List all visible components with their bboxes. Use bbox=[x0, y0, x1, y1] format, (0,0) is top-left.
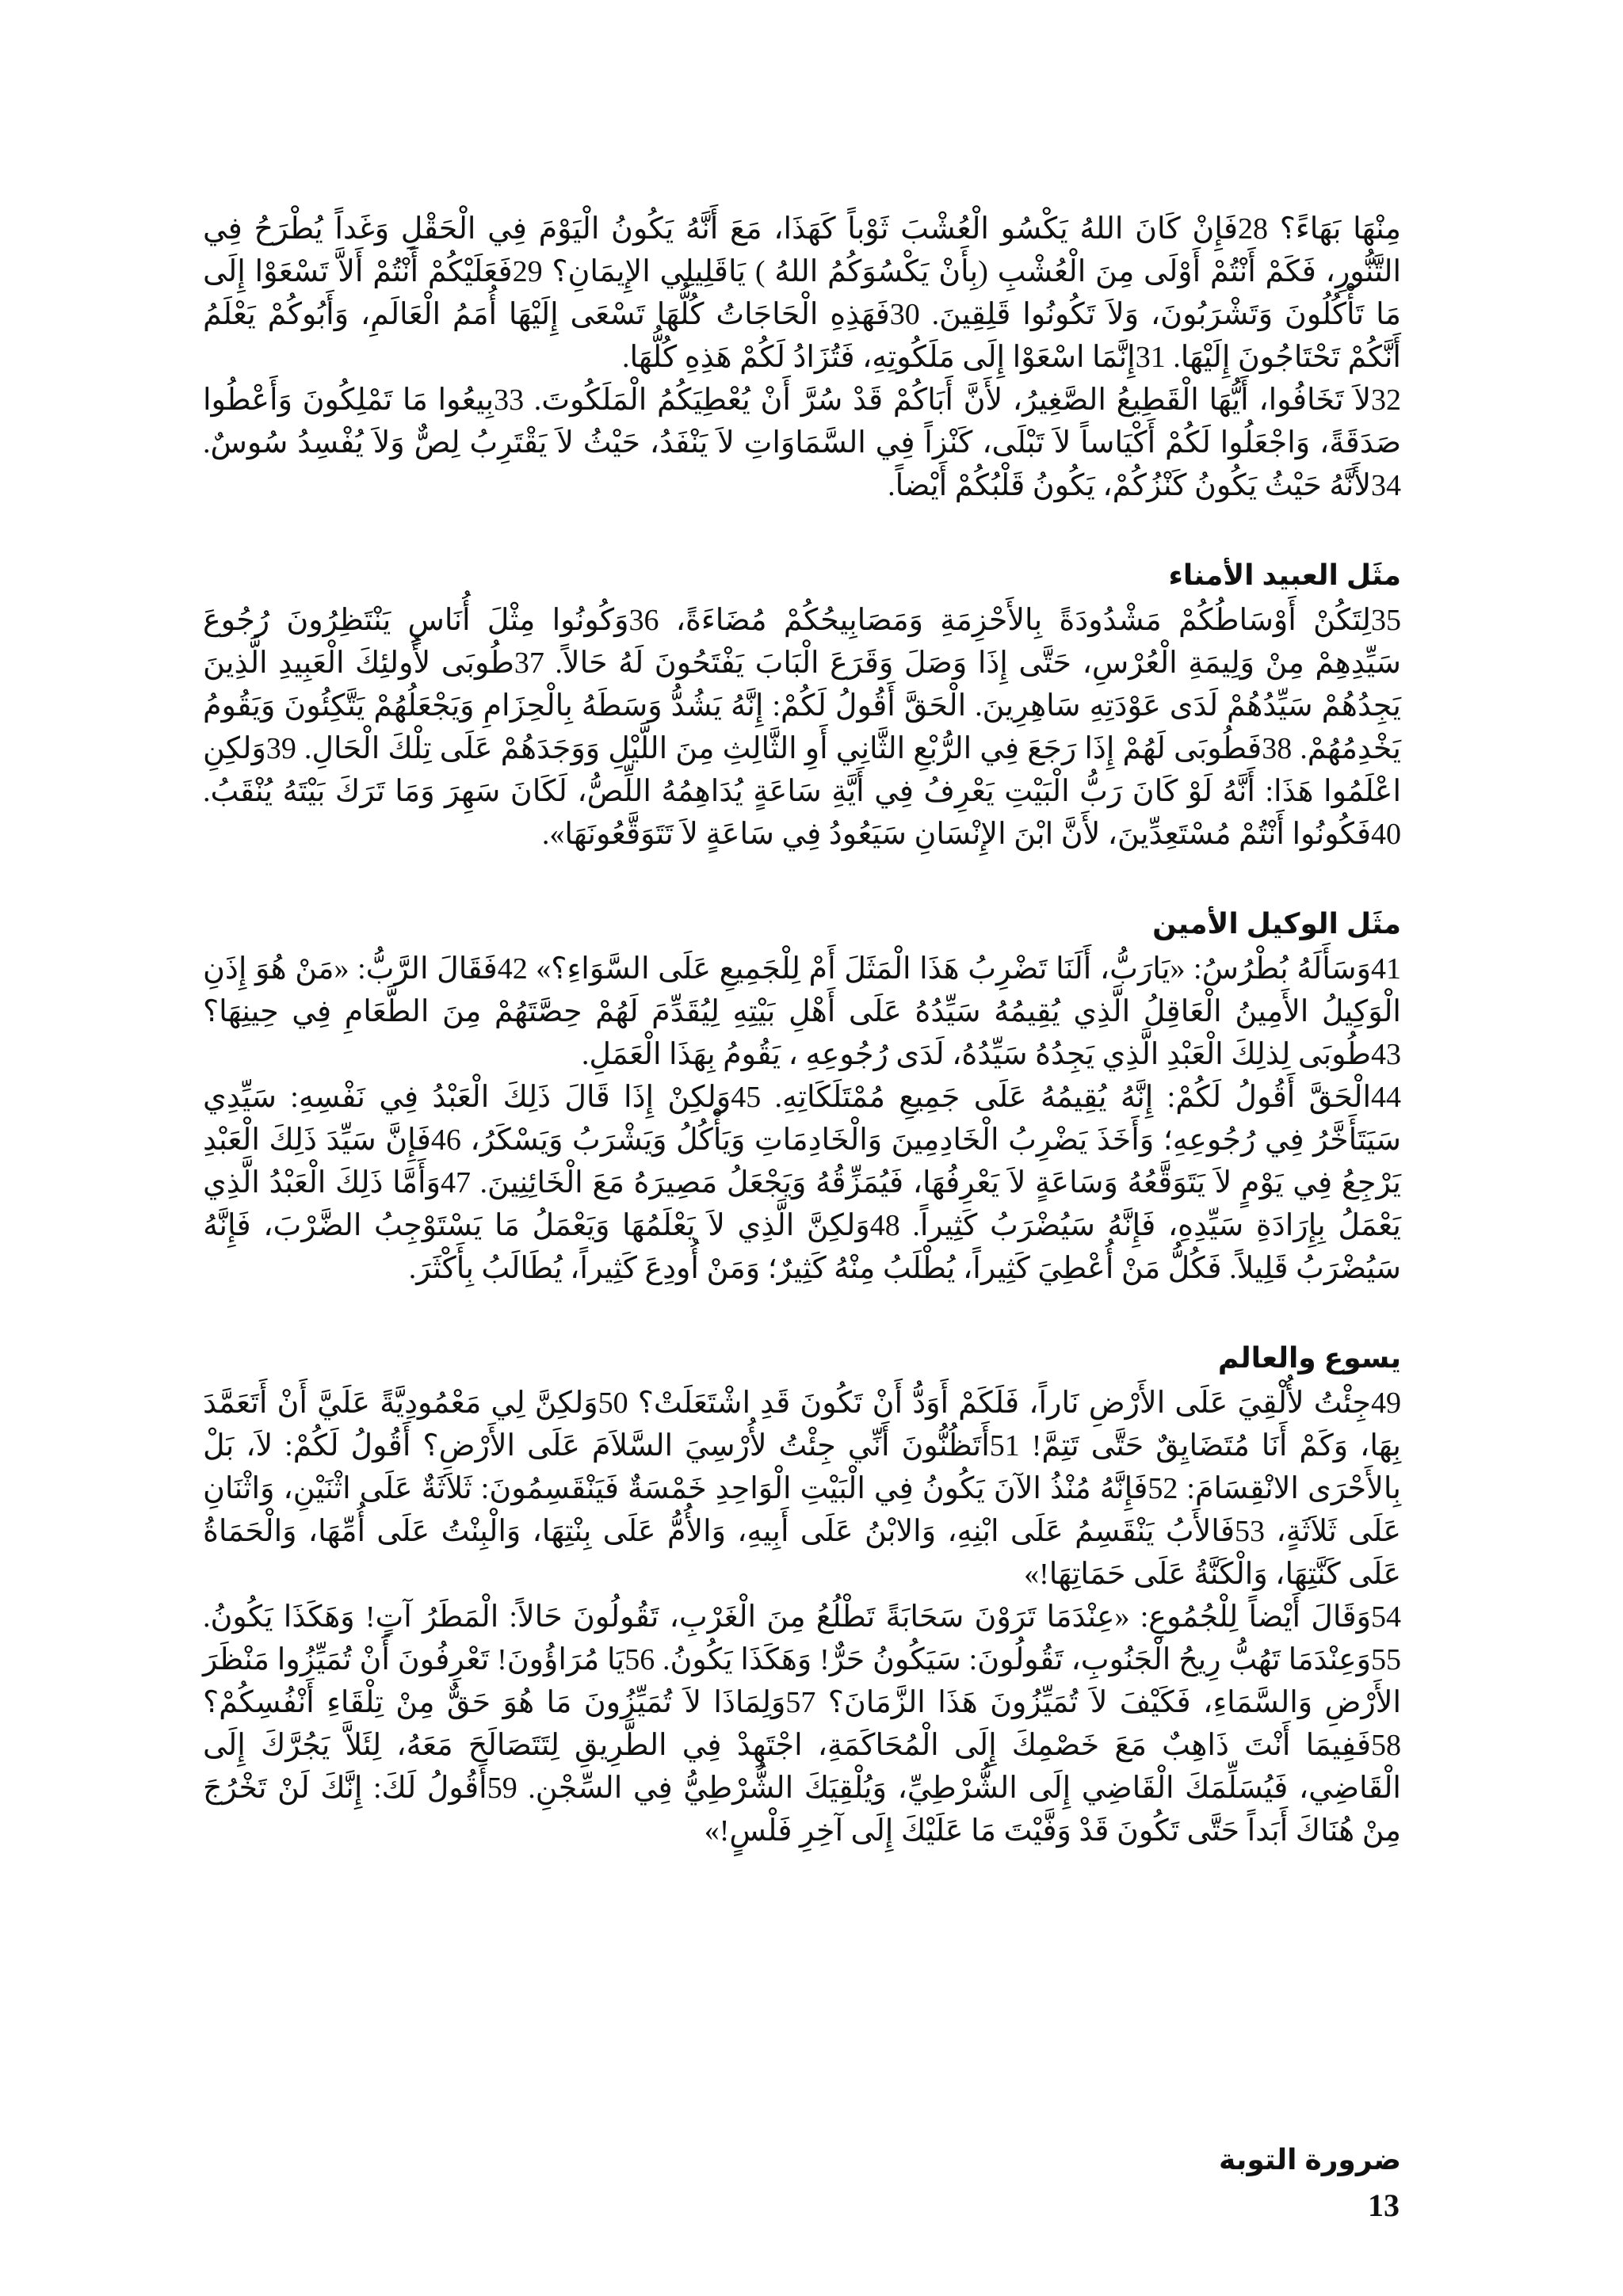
paragraph: 35لِتَكُنْ أَوْسَاطُكُمْ مَشْدُودَةً بِالأَحْزِمَةِ وَمَصَابِيحُكُمْ مُضَاءَةً، 36وَكُونُوا مِثْلَ أُنَاسٍ يَنْتَظِرُونَ رُجُوعَ سَيِّدِهِمْ مِنْ وَلِيمَةِ الْعُرْسِ، حَتَّى إِذَا وَصَلَ وَقَرَعَ الْبَابَ يَفْتَحُونَ لَهُ حَالاً. 37طُوبَى لأُولئِكَ الْعَبِيدِ الَّذِينَ يَجِدُهُمْ سَيِّدُهُمْ لَدَى عَوْدَتِهِ سَاهِرِينَ. الْحَقَّ أَقُولُ لَكُمْ: إِنَّهُ يَشُدُّ وَسَطَهُ بِالْحِزَامِ وَيَجْعَلُهُمْ يَتَّكِئُونَ وَيَقُومُ يَخْدِمُهُمْ. 38فَطُوبَى لَهُمْ إِذَا رَجَعَ فِي الرُّبْعِ الثَّانِي أَوِ الثَّالِثِ مِنَ اللَّيْلِ وَوَجَدَهُمْ عَلَى تِلْكَ الْحَالِ. 39وَلكِنِ اعْلَمُوا هَذَا: أَنَّهُ لَوْ كَانَ رَبُّ الْبَيْتِ يَعْرِفُ فِي أَيَّةِ سَاعَةٍ يُدَاهِمُهُ اللِّصُّ، لَكَانَ سَهِرَ وَمَا تَرَكَ بَيْتَهُ يُنْقَبُ. 40فَكُونُوا أَنْتُمْ مُسْتَعِدِّينَ، لأَنَّ ابْنَ الإِنْسَانِ سَيَعُودُ فِي سَاعَةٍ لاَ تَتَوَقَّعُونَهَا». bbox=[203, 604, 1401, 851]
next-section-heading: ضرورة التوبة bbox=[1218, 2143, 1401, 2176]
section-heading: يسوع والعالم bbox=[1217, 1341, 1401, 1374]
paragraph: 44الْحَقَّ أَقُولُ لَكُمْ: إِنَّهُ يُقِيمُهُ عَلَى جَمِيعِ مُمْتَلَكَاتِهِ. 45وَلكِنْ إِذَا قَالَ ذَلِكَ الْعَبْدُ فِي نَفْسِهِ: سَيِّدِي سَيَتَأَخَّرُ فِي رُجُوعِهِ؛ وَأَخَذَ يَضْرِبُ الْخَادِمِينَ وَالْخَادِمَاتِ وَيَأْكُلُ وَيَشْرَبُ وَيَسْكَرُ، 46فَإِنَّ سَيِّدَ ذَلِكَ الْعَبْدِ يَرْجِعُ فِي يَوْمٍ لاَ يَتَوَقَّعُهُ وَسَاعَةٍ لاَ يَعْرِفُهَا، فَيُمَزِّقُهُ وَيَجْعَلُ مَصِيرَهُ مَعَ الْخَائِنِينَ. 47وَأَمَّا ذَلِكَ الْعَبْدُ الَّذِي يَعْمَلُ بِإِرَادَةِ سَيِّدِهِ، فَإِنَّهُ سَيُضْرَبُ كَثِيراً. 48وَلكِنَّ الَّذِي لاَ يَعْلَمُهَا وَيَعْمَلُ مَا يَسْتَوْجِبُ الضَّرْبَ، فَإِنَّهُ سَيُضْرَبُ قَلِيلاً. فَكُلُّ مَنْ أُعْطِيَ كَثِيراً، يُطْلَبُ مِنْهُ كَثِيرٌ؛ وَمَنْ أُودِعَ كَثِيراً، يُطَالَبُ بِأَكْثَرَ. bbox=[203, 1081, 1402, 1285]
section-jesus-and-the-world bbox=[203, 1337, 1401, 1852]
section-heading: مثَل العبيد الأمناء bbox=[1168, 559, 1401, 591]
paragraph: 54وَقَالَ أَيْضاً لِلْجُمُوعِ: «عِنْدَمَا تَرَوْنَ سَحَابَةً تَطْلُعُ مِنَ الْغَرْبِ، تَقُولُونَ حَالاً: الْمَطَرُ آتٍ! وَهَكَذَا يَكُونُ. 55وَعِنْدَمَا تَهُبُّ رِيحُ الْجَنُوبِ، تَقُولُونَ: سَيَكُونُ حَرٌّ! وَهَكَذَا يَكُونُ. 56يَا مُرَاؤُونَ! تَعْرِفُونَ أَنْ تُمَيِّزُوا مَنْظَرَ الأَرْضِ وَالسَّمَاءِ، فَكَيْفَ لاَ تُمَيِّزُونَ هَذَا الزَّمَانَ؟ 57وَلِمَاذَا لاَ تُمَيِّزُونَ مَا هُوَ حَقٌّ مِنْ تِلْقَاءِ أَنْفُسِكُمْ؟ 58فَفِيمَا أَنْتَ ذَاهِبٌ مَعَ خَصْمِكَ إِلَى الْمُحَاكَمَةِ، اجْتَهِدْ فِي الطَّرِيقِ لِتَتَصَالَحَ مَعَهُ، لِئَلاَّ يَجُرَّكَ إِلَى الْقَاضِي، فَيُسَلِّمَكَ الْقَاضِي إِلَى الشُّرْطِيِّ، وَيُلْقِيَكَ الشُّرْطِيُّ فِي السِّجْنِ. 59أَقُولُ لَكَ: إِنَّكَ لَنْ تَخْرُجَ مِنْ هُنَاكَ أَبَداً حَتَّى تَكُونَ قَدْ وَفَّيْتَ مَا عَلَيْكَ إِلَى آخِرِ فَلْسٍ!» bbox=[203, 1600, 1401, 1848]
paragraph: 41وَسَأَلَهُ بُطْرُسُ: «يَارَبُّ، أَلَنَا تَضْرِبُ هَذَا الْمَثَلَ أَمْ لِلْجَمِيعِ عَلَى السَّوَاءِ؟» 42فَقَالَ الرَّبُّ: «مَنْ هُوَ إِذَنِ الْوَكِيلُ الأَمِينُ الْعَاقِلُ الَّذِي يُقِيمُهُ سَيِّدُهُ عَلَى أَهْلِ بَيْتِهِ لِيُقَدِّمَ لَهُمْ حِصَّتَهُمْ مِنَ الطَّعَامِ فِي حِينِهَا؟ 43طُوبَى لِذلِكَ الْعَبْدِ الَّذِي يَجِدُهُ سَيِّدُهُ، لَدَى رُجُوعِهِ ، يَقُومُ بِهَذَا الْعَمَلِ. bbox=[203, 952, 1401, 1071]
page-number: 13 bbox=[1368, 2187, 1400, 2223]
paragraph: مِنْهَا بَهَاءً؟ 28فَإِنْ كَانَ اللهُ يَكْسُو الْعُشْبَ ثَوْباً كَهَذَا، مَعَ أَنَّهُ يَكُونُ الْيَوْمَ فِي الْحَقْلِ وَغَداً يُطْرَحُ فِي التَّنُّورِ، فَكَمْ أَنْتُمْ أَوْلَى مِنَ الْعُشْبِ (بِأَنْ يَكْسُوَكُمُ اللهُ ) يَاقَلِيلِي الإِيمَانِ؟ 29فَعَلَيْكُمْ أَنْتُمْ أَلاَّ تَسْعَوْا إِلَى مَا تَأْكُلُونَ وَتَشْرَبُونَ، وَلاَ تَكُونُوا قَلِقِينَ. 30فَهَذِهِ الْحَاجَاتُ كُلُّهَا تَسْعَى إِلَيْهَا أُمَمُ الْعَالَمِ، وَأَبُوكُمْ يَعْلَمُ أَنَّكُمْ تَحْتَاجُونَ إِلَيْهَا. 31إِنَّمَا اسْعَوْا إِلَى مَلَكُوتِهِ، فَتُزَادُ لَكُمْ هَذِهِ كُلُّهَا. bbox=[203, 212, 1402, 374]
page-content bbox=[203, 208, 1401, 1852]
section-faithful-steward bbox=[203, 903, 1401, 1290]
section-faithful-servants bbox=[203, 555, 1401, 856]
paragraph: 49جِئْتُ لأُلْقِيَ عَلَى الأَرْضِ نَاراً، فَلَكَمْ أَوَدُّ أَنْ تَكُونَ قَدِ اشْتَعَلَتْ؟ 50وَلكِنَّ لِي مَعْمُودِيَّةً عَلَيَّ أَنْ أَتَعَمَّدَ بِهَا، وَكَمْ أَنَا مُتَضَايِقٌ حَتَّى تَتِمَّ! 51أَتَظُنُّونَ أَنِّي جِئْتُ لأُرْسِيَ السَّلاَمَ عَلَى الأَرْضِ؟ أَقُولُ لَكُمْ: لاَ، بَلْ بِالأَحْرَى الانْقِسَامَ: 52فَإِنَّهُ مُنْذُ الآنَ يَكُونُ فِي الْبَيْتِ الْوَاحِدِ خَمْسَةٌ فَيَنْقَسِمُونَ: ثَلاَثَةٌ عَلَى اثْنَيْنِ، وَاثْنَانِ عَلَى ثَلاَثَةٍ، 53فَالأَبُ يَنْقَسِمُ عَلَى ابْنِهِ، وَالابْنُ عَلَى أَبِيهِ، وَالأُمُّ عَلَى بِنْتِهَا، وَالْبِنْتُ عَلَى أُمِّهَا، وَالْحَمَاةُ عَلَى كَنَّتِهَا، وَالْكَنَّةُ عَلَى حَمَاتِهَا!» bbox=[203, 1386, 1402, 1591]
section-intro bbox=[203, 208, 1401, 507]
paragraph: 32لاَ تَخَافُوا، أَيُّهَا الْقَطِيعُ الصَّغِيرُ، لأَنَّ أَبَاكُمْ قَدْ سُرَّ أَنْ يُعْطِيَكُمُ الْمَلَكُوتَ. 33بِيعُوا مَا تَمْلِكُونَ وَأَعْطُوا صَدَقَةً، وَاجْعَلُوا لَكُمْ أَكْيَاساً لاَ تَبْلَى، كَنْزاً فِي السَّمَاوَاتِ لاَ يَنْفَدُ، حَيْثُ لاَ يَقْتَرِبُ لِصٌّ وَلاَ يُفْسِدُ سُوسٌ. 34لأَنَّهُ حَيْثُ يَكُونُ كَنْزُكُمْ، يَكُونُ قَلْبُكُمْ أَيْضاً. bbox=[203, 383, 1401, 502]
section-heading: مثَل الوكيل الأمين bbox=[1152, 907, 1401, 940]
